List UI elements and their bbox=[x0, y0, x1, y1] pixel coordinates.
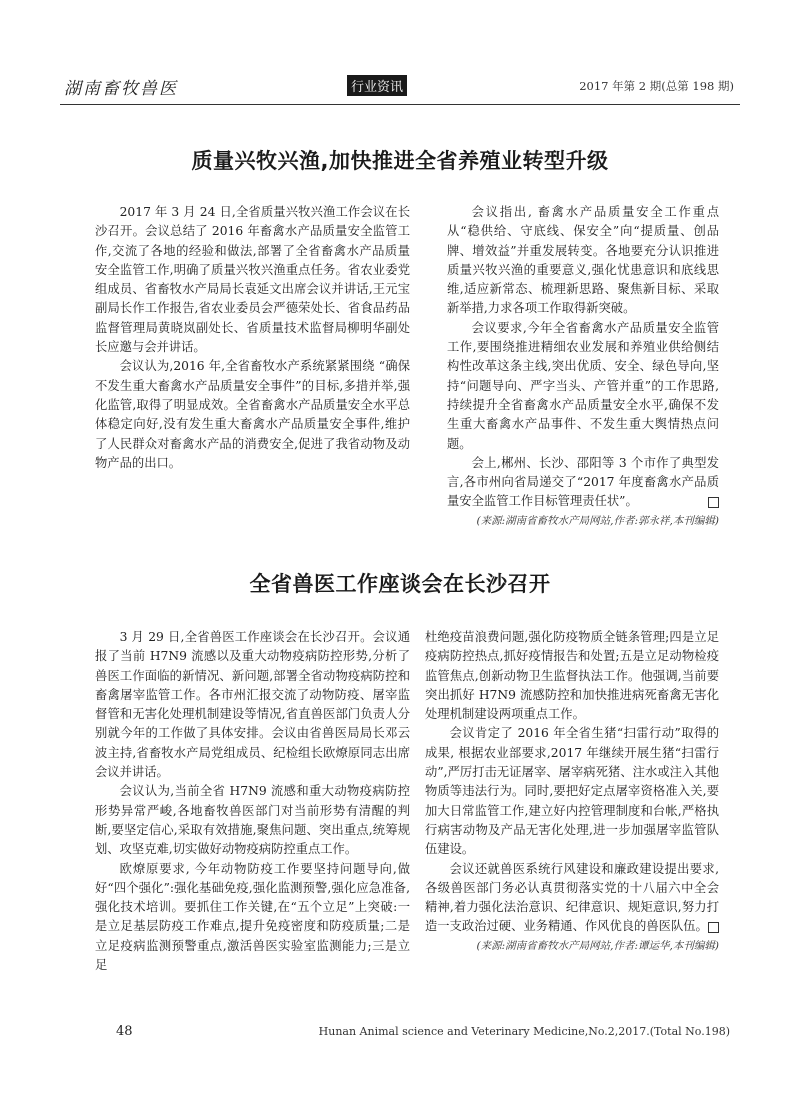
paragraph: 会议指出, 畜禽水产品质量安全工作重点从“稳供给、守底线、保安全”向“提质量、创品牌、增效益”并重发展转变。各地要充分认识推进质量兴牧兴渔的重要意义,强化忧患意识和底线思维,适应新常态、梳理新思路、聚焦新目标、采取新举措,力求各项工作取得新突破。 bbox=[447, 205, 719, 316]
journal-logo: 湖南畜牧兽医 bbox=[64, 79, 178, 99]
paragraph: 会议肯定了 2016 年全省生猪“扫雷行动”取得的成果, 根据农业部要求,2017 年继续开展生猪“扫雷行动”,严厉打击无证屠宰、屠宰病死猪、注水或注入其他物质等违法行为。同时,要把好定点屠宰资格准入关,要加大日常监管工作,建立好内控管理制度和台帐,严格执行病害动物及产品无害化处理,进一步加强屠宰监管队伍建设。 bbox=[425, 726, 719, 857]
paragraph: 会议认为,当前全省 H7N9 流感和重大动物疫病防控形势异常严峻,各地畜牧兽医部门对当前形势有清醒的判断,要坚定信心,采取有效措施,聚焦问题、突出重点,统筹规划、攻坚克难,切实做好动物疫病防控重点工作。 bbox=[95, 784, 410, 857]
article-2-left-column bbox=[95, 628, 410, 975]
article-1-source: (来源:湖南省畜牧水产局网站,作者:郭永祥,本刊编辑) bbox=[476, 514, 719, 527]
section-tag: 行业资讯 bbox=[347, 75, 407, 96]
running-header bbox=[60, 70, 740, 105]
paragraph-last bbox=[425, 860, 719, 937]
end-mark-icon bbox=[708, 497, 719, 508]
issue-info: 2017 年第 2 期(总第 198 期) bbox=[579, 79, 734, 93]
paragraph: 3 月 29 日,全省兽医工作座谈会在长沙召开。会议通报了当前 H7N9 流感以及重大动物疫病防控形势,分析了兽医工作面临的新情况、新问题,部署全省动物疫病防控和畜禽屠宰监管工作。各市州汇报交流了动物防疫、屠宰监督管和无害化处理机制建设等情况,省直兽医部门负责人分别就今年的工作做了具体安排。会议由省兽医局局长邓云波主持,省畜牧水产局党组成员、纪检组长欧燎原同志出席会议并讲话。 bbox=[95, 630, 410, 780]
paragraph-text: 会上,郴州、长沙、邵阳等 3 个市作了典型发言,各市州向省局递交了“2017 年度畜禽水产品质量安全监管工作目标管理责任状”。 bbox=[447, 455, 719, 509]
paragraph-last bbox=[447, 454, 719, 512]
end-mark-icon bbox=[708, 922, 719, 933]
paragraph: 会议认为,2016 年,全省畜牧水产系统紧紧围绕 “确保不发生重大畜禽水产品质量安全事件”的目标,多措并举,强化监管,取得了明显成效。全省畜禽水产品质量安全水平总体稳定向好,没有发生重大畜禽水产品质量安全事件,维护了人民群众对畜禽水产品的消费安全,促进了我省动物及动物产品的出口。 bbox=[95, 359, 410, 470]
footer-citation: Hunan Animal science and Veterinary Medicine,No.2,2017.(Total No.198) bbox=[318, 1025, 730, 1038]
paragraph: 欧燎原要求, 今年动物防疫工作要坚持问题导向,做好“四个强化”:强化基础免疫,强化监测预警,强化应急准备,强化技术培训。要抓住工作关键,在“五个立足”上突破:一是立足基层防疫工作难点,提升免疫密度和防疫质量;二是立足疫病监测预警重点,激活兽医实验室监测能力;三是立足 bbox=[95, 861, 410, 973]
article-2-right-column bbox=[425, 628, 719, 956]
paragraph-continuation: 杜绝疫苗浪费问题,强化防疫物质全链条管理;四是立足疫病防控热点,抓好疫情报告和处置;五是立足动物检疫监管焦点,创新动物卫生监督执法工作。他强调,当前要突出抓好 H7N9 流感防控和加快推进病死畜禽无害化处理机制建设两项重点工作。 bbox=[425, 630, 719, 722]
paragraph: 2017 年 3 月 24 日,全省质量兴牧兴渔工作会议在长沙召开。会议总结了 2016 年畜禽水产品质量安全监管工作,交流了各地的经验和做法,部署了全省畜禽水产品质量安全监管工作,明确了质量兴牧兴渔重点任务。省农业委党组成员、省畜牧水产局局长袁延文出席会议并讲话,王元宝副局长作工作报告,省农业委员会严德荣处长、省食品药品监督管理局黄晓岚副处长、省质量技术监督局柳明华副处长应邀与会并讲话。 bbox=[95, 205, 410, 355]
article-1-title: 质量兴牧兴渔,加快推进全省养殖业转型升级 bbox=[191, 149, 609, 173]
article-2-title: 全省兽医工作座谈会在长沙召开 bbox=[249, 572, 551, 596]
article-1-left-column bbox=[95, 203, 410, 473]
running-footer bbox=[60, 1024, 740, 1044]
article-2-source: (来源:湖南省畜牧水产局网站,作者:谭运华,本刊编辑) bbox=[476, 939, 719, 952]
article-1-right-column bbox=[447, 203, 719, 531]
paragraph: 会议要求,今年全省畜禽水产品质量安全监管工作,要围绕推进精细农业发展和养殖业供给侧结构性改革这条主线,突出优质、安全、绿色导向,坚持“问题导向、严字当头、产管并重”的工作思路,持续提升全省畜禽水产品质量安全水平,确保不发生重大畜禽水产品事件、不发生重大舆情热点问题。 bbox=[447, 320, 719, 451]
paragraph-text: 会议还就兽医系统行风建设和廉政建设提出要求,各级兽医部门务必认真贯彻落实党的十八届六中全会精神,着力强化法治意识、纪律意识、规矩意识,努力打造一支政治过硬、业务精通、作风优良的兽医队伍。 bbox=[425, 861, 719, 934]
page-number: 48 bbox=[116, 1024, 133, 1039]
